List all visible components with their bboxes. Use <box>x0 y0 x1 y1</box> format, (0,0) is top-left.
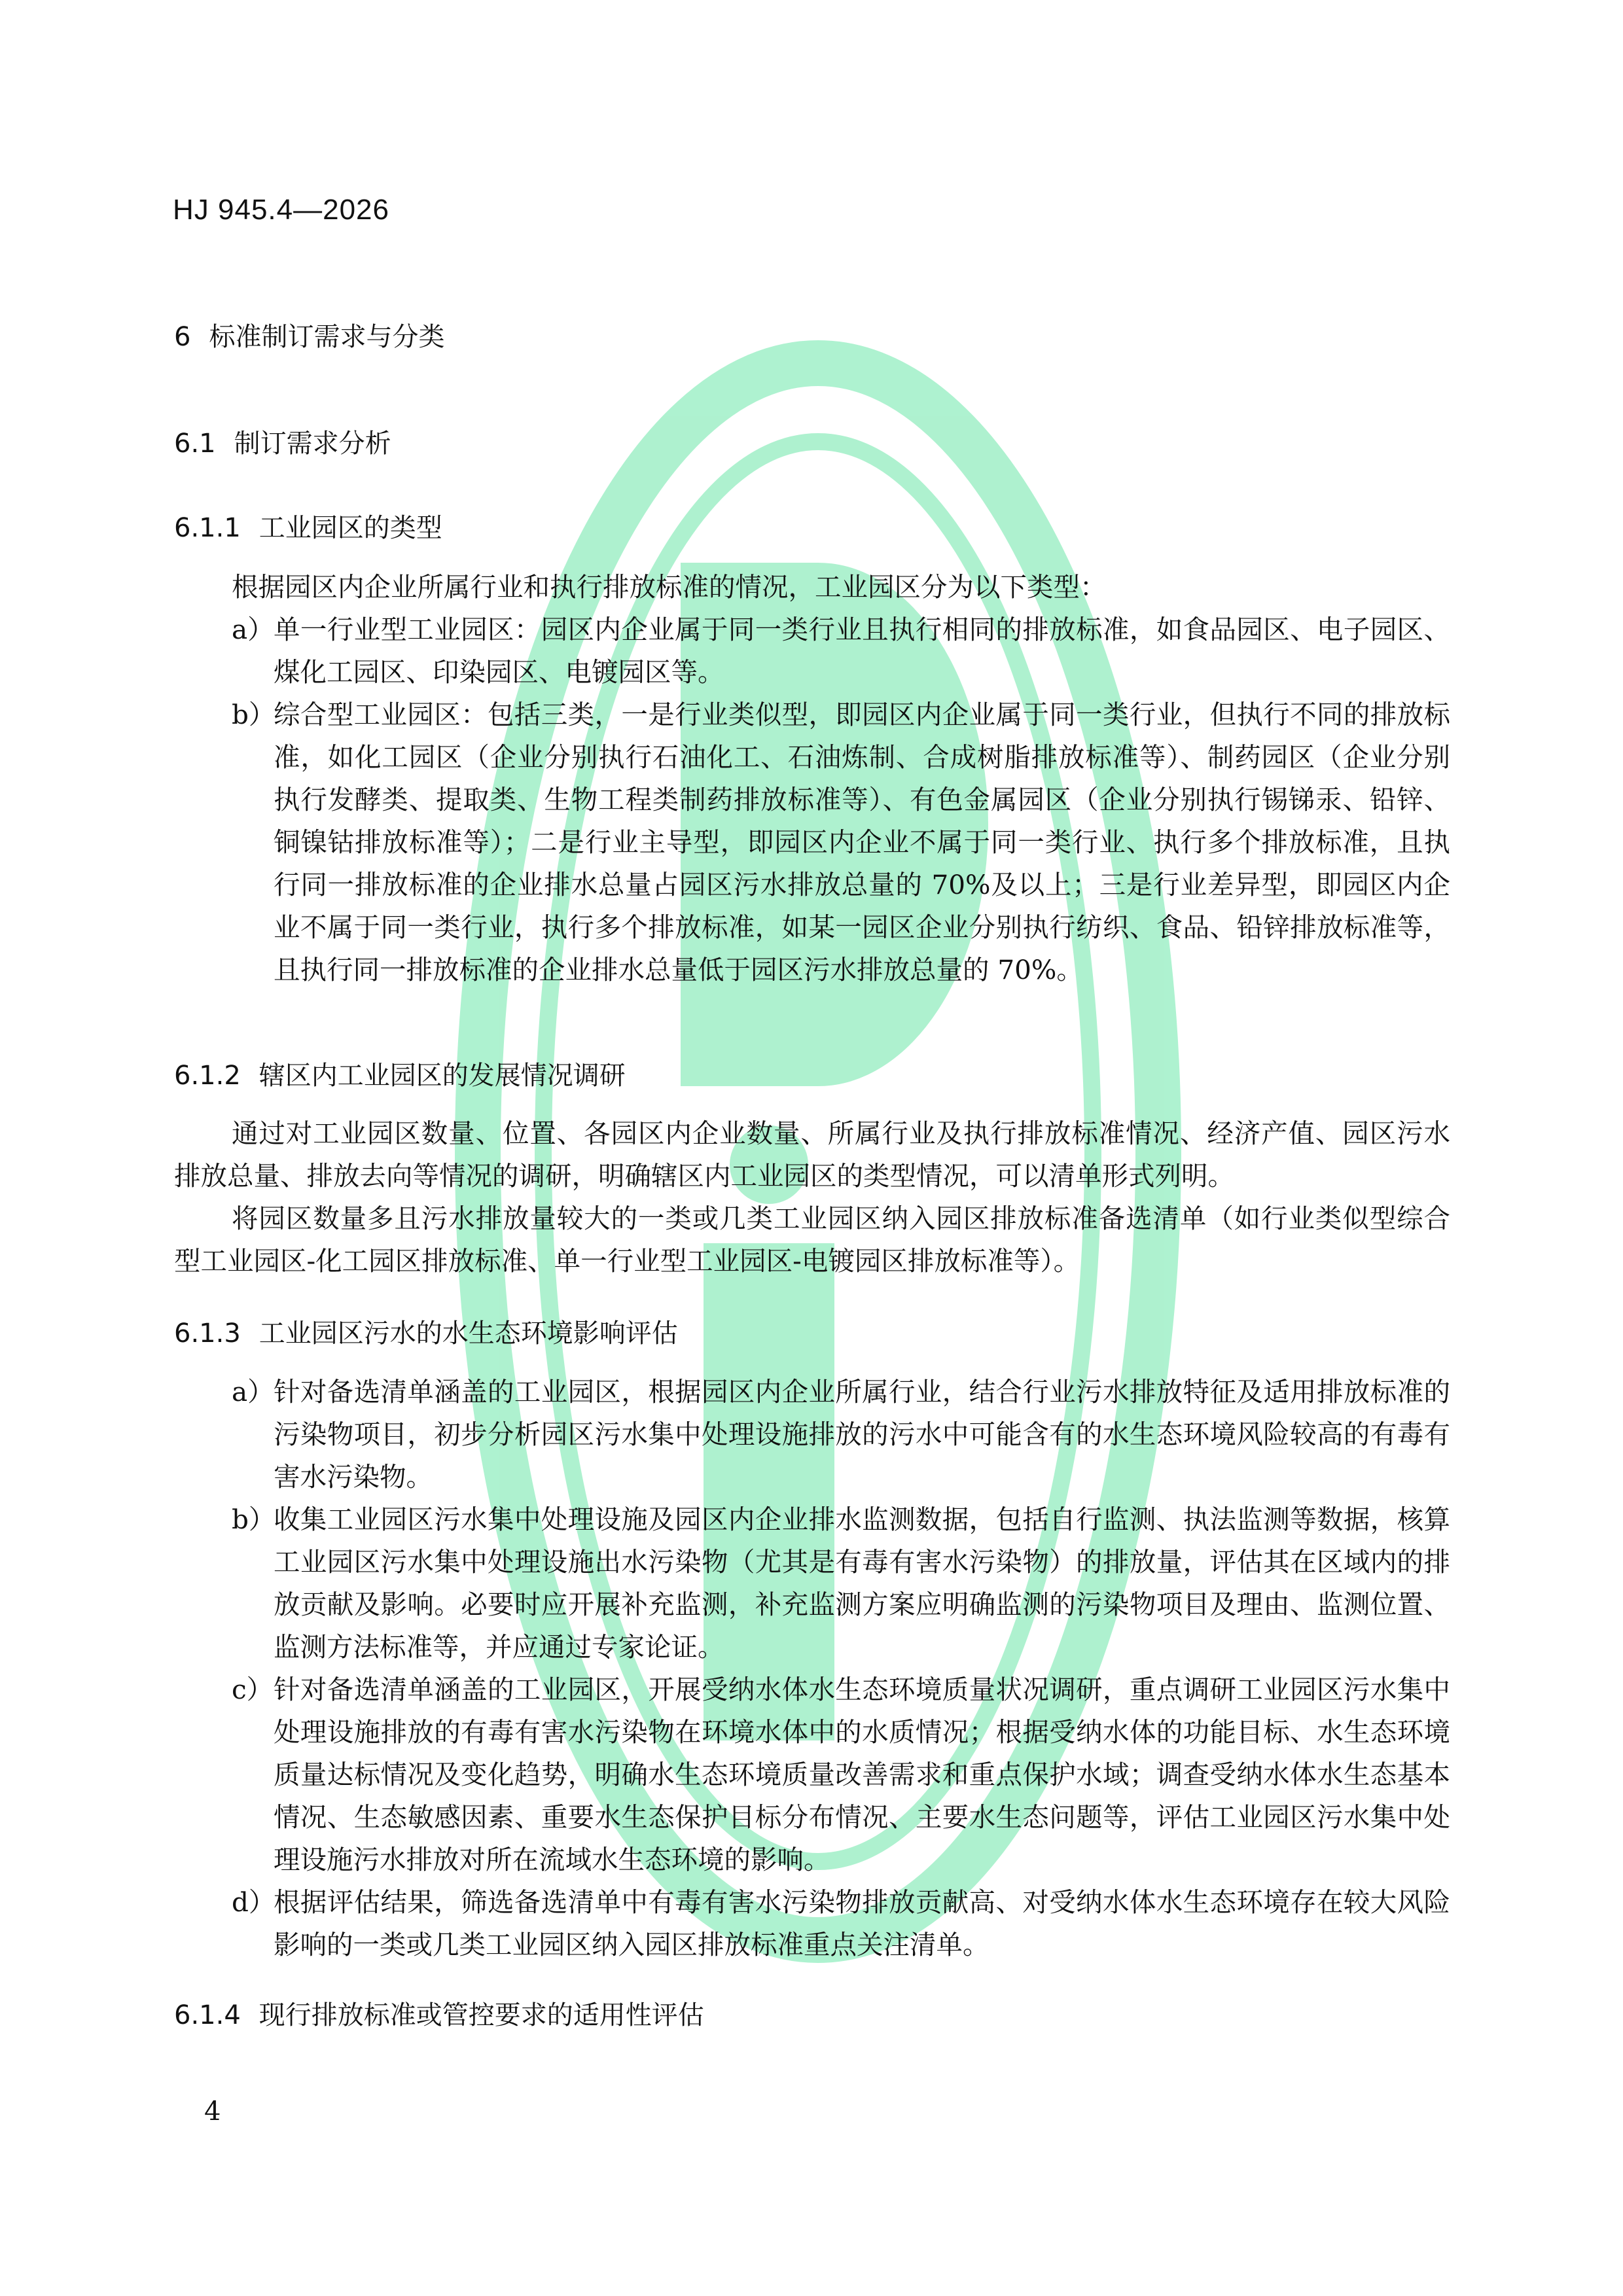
list-item-text: 单一行业型工业园区：园区内企业属于同一类行业且执行相同的排放标准，如食品园区、电子园区、煤化工园区、印染园区、电镀园区等。 <box>274 614 1450 688</box>
list-item-text: 综合型工业园区：包括三类，一是行业类似型，即园区内企业属于同一类行业，但执行不同的排放标准，如化工园区（企业分别执行石油化工、石油炼制、合成树脂排放标准等）、制药园区（企业分别执行发酵类、提取类、生物工程类制药排放标准等）、有色金属园区（企业分别执行锡锑汞、铅锌、铜镍钴排放标准等）；二是行业主导型，即园区内企业不属于同一类行业、执行多个排放标准，且执行同一排放标准的企业排水总量占园区污水排放总量的 70%及以上；三是行业差异型，即园区内企业不属于同一类行业，执行多个排放标准，如某一园区企业分别执行纺织、食品、铅锌排放标准等，且执行同一排放标准的企业排水总量低于园区污水排放总量的 70%。 <box>274 699 1450 985</box>
list-item-label: a） <box>232 1376 274 1407</box>
section-number: 6.1 <box>174 429 216 459</box>
list-item-label: d） <box>232 1886 276 1918</box>
section-6-heading <box>174 316 444 353</box>
list-item-text: 收集工业园区污水集中处理设施及园区内企业排水监测数据，包括自行监测、执法监测等数据，核算工业园区污水集中处理设施出水污染物（尤其是有毒有害水污染物）的排放量，评估其在区域内的排放贡献及影响。必要时应开展补充监测，补充监测方案应明确监测的污染物项目及理由、监测位置、监测方法标准等，并应通过专家论证。 <box>274 1504 1450 1663</box>
list-item <box>232 694 1450 991</box>
section-number: 6.1.1 <box>174 513 241 543</box>
section-6-1-3-heading <box>174 1313 678 1350</box>
list-item-label: c） <box>232 1674 274 1705</box>
section-6-1-heading <box>174 423 391 460</box>
section-title: 工业园区污水的水生态环境影响评估 <box>259 1318 678 1349</box>
section-title: 现行排放标准或管控要求的适用性评估 <box>259 2000 704 2030</box>
list-item-text: 针对备选清单涵盖的工业园区，根据园区内企业所属行业，结合行业污水排放特征及适用排放标准的污染物项目，初步分析园区污水集中处理设施排放的污水中可能含有的水生态环境风险较高的有毒有害水污染物。 <box>274 1376 1450 1492</box>
list-item <box>232 1498 1450 1669</box>
section-number: 6.1.4 <box>174 2000 241 2030</box>
page-number: 4 <box>204 2096 221 2127</box>
section-number: 6.1.3 <box>174 1318 241 1349</box>
list-item <box>232 609 1450 694</box>
section-title: 辖区内工业园区的发展情况调研 <box>259 1061 626 1091</box>
section-6-1-1-intro: 根据园区内企业所属行业和执行排放标准的情况，工业园区分为以下类型： <box>232 571 1107 603</box>
document-code: HJ 945.4—2026 <box>173 194 389 226</box>
section-6-1-4-heading <box>174 1994 704 2032</box>
list-item <box>232 1669 1450 1881</box>
list-item-label: b） <box>232 699 276 730</box>
section-6-1-2-heading <box>174 1055 626 1092</box>
list-item-text: 根据评估结果，筛选备选清单中有毒有害水污染物排放贡献高、对受纳水体水生态环境存在较大风险影响的一类或几类工业园区纳入园区排放标准重点关注清单。 <box>274 1886 1450 1960</box>
section-title: 标准制订需求与分类 <box>209 322 445 352</box>
list-item-label: b） <box>232 1504 276 1535</box>
list-item-text: 针对备选清单涵盖的工业园区，开展受纳水体水生态环境质量状况调研，重点调研工业园区污水集中处理设施排放的有毒有害水污染物在环境水体中的水质情况；根据受纳水体的功能目标、水生态环境质量达标情况及变化趋势，明确水生态环境质量改善需求和重点保护水域；调查受纳水体水生态基本情况、生态敏感因素、重要水生态保护目标分布情况、主要水生态问题等，评估工业园区污水集中处理设施污水排放对所在流域水生态环境的影响。 <box>274 1674 1450 1875</box>
section-title: 制订需求分析 <box>234 429 391 459</box>
section-6-1-1-heading <box>174 507 442 544</box>
paragraph: 通过对工业园区数量、位置、各园区内企业数量、所属行业及执行排放标准情况、经济产值、园区污水排放总量、排放去向等情况的调研，明确辖区内工业园区的类型情况，可以清单形式列明。 <box>174 1118 1450 1192</box>
section-number: 6 <box>174 322 191 352</box>
list-item <box>232 1881 1450 1966</box>
list-item <box>232 1371 1450 1498</box>
list-item-label: a） <box>232 614 274 645</box>
paragraph: 将园区数量多且污水排放量较大的一类或几类工业园区纳入园区排放标准备选清单（如行业类似型综合型工业园区-化工园区排放标准、单一行业型工业园区-电镀园区排放标准等）。 <box>174 1203 1450 1277</box>
section-title: 工业园区的类型 <box>259 513 442 543</box>
section-number: 6.1.2 <box>174 1061 241 1091</box>
